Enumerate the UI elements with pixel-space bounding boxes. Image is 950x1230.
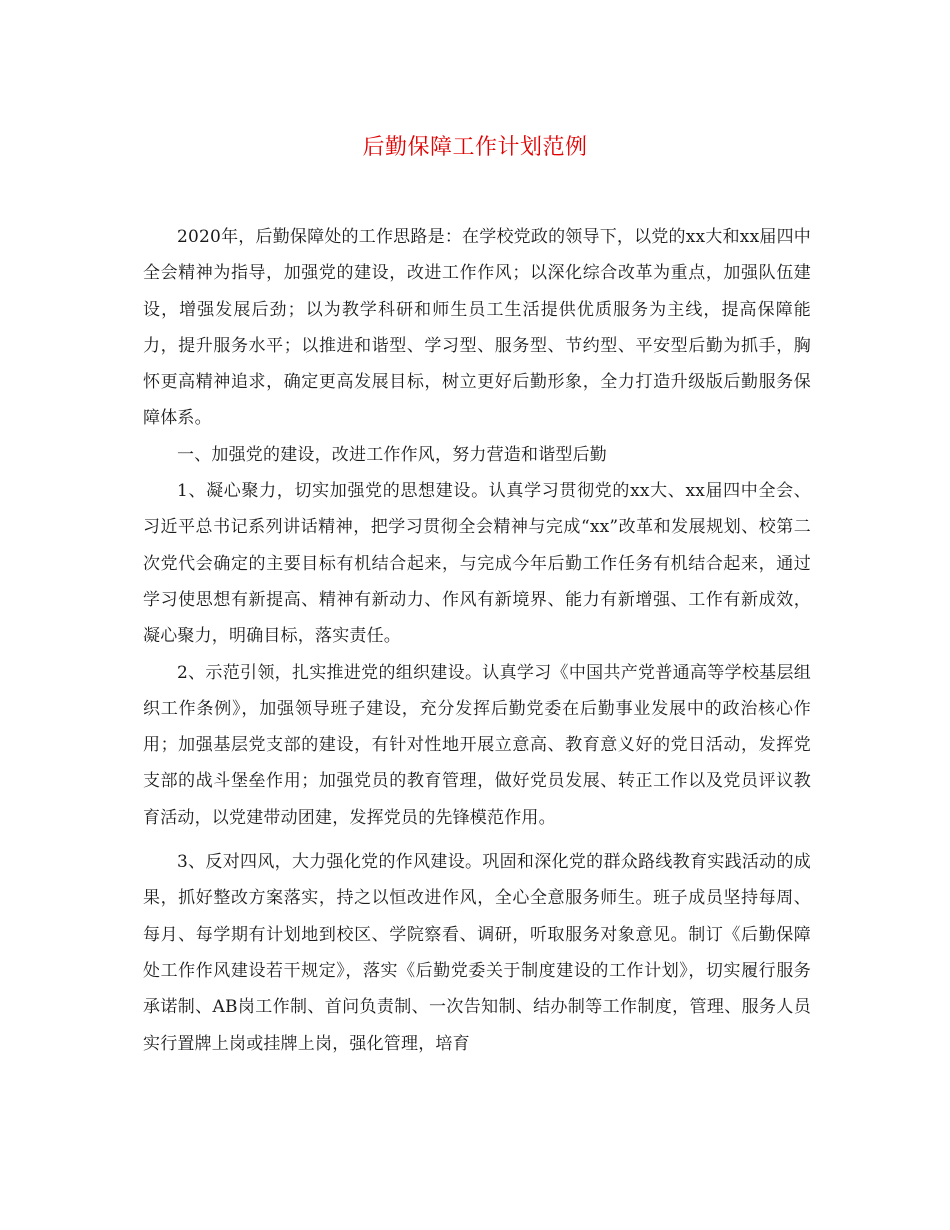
document-body	[143, 219, 811, 1062]
section-heading-1: 一、加强党的建设，改进工作作风，努力营造和谐型后勤	[177, 444, 607, 465]
paragraph-item-3: 3、反对四风，大力强化党的作风建设。巩固和深化党的群众路线教育实践活动的成果，抓好整改方案落实，持之以恒改进作风，全心全意服务师生。班子成员坚持每周、每月、每学期有计划地到校区、学院察看、调研，听取服务对象意见。制订《后勤保障处工作作风建设若干规定》，落实《后勤党委关于制度建设的工作计划》，切实履行服务承诺制、AB岗工作制、首问负责制、一次告知制、结办制等工作制度，管理、服务人员实行置牌上岗或挂牌上岗，强化管理，培育	[143, 852, 811, 1054]
paragraph-item-1: 1、凝心聚力，切实加强党的思想建设。认真学习贯彻党的xx大、xx届四中全会、习近平总书记系列讲话精神，把学习贯彻全会精神与完成“xx”改革和发展规划、校第二次党代会确定的主要目标有机结合起来，与完成今年后勤工作任务有机结合起来，通过学习使思想有新提高、精神有新动力、作风有新境界、能力有新增强、工作有新成效，凝心聚力，明确目标，落实责任。	[143, 481, 811, 647]
paragraph-intro: 2020年，后勤保障处的工作思路是：在学校党政的领导下，以党的xx大和xx届四中全会精神为指导，加强党的建设，改进工作作风；以深化综合改革为重点，加强队伍建设，增强发展后劲；以为教学科研和师生员工生活提供优质服务为主线，提高保障能力，提升服务水平；以推进和谐型、学习型、服务型、节约型、平安型后勤为抓手，胸怀更高精神追求，确定更高发展目标，树立更好后勤形象，全力打造升级版后勤服务保障体系。	[143, 227, 811, 429]
document-title: 后勤保障工作计划范例	[362, 135, 588, 160]
paragraph-item-2: 2、示范引领，扎实推进党的组织建设。认真学习《中国共产党普通高等学校基层组织工作条例》，加强领导班子建设，充分发挥后勤党委在后勤事业发展中的政治核心作用；加强基层党支部的建设，有针对性地开展立意高、教育意义好的党日活动，发挥党支部的战斗堡垒作用；加强党员的教育管理，做好党员发展、转正工作以及党员评议教育活动，以党建带动团建，发挥党员的先锋模范作用。	[143, 662, 811, 828]
